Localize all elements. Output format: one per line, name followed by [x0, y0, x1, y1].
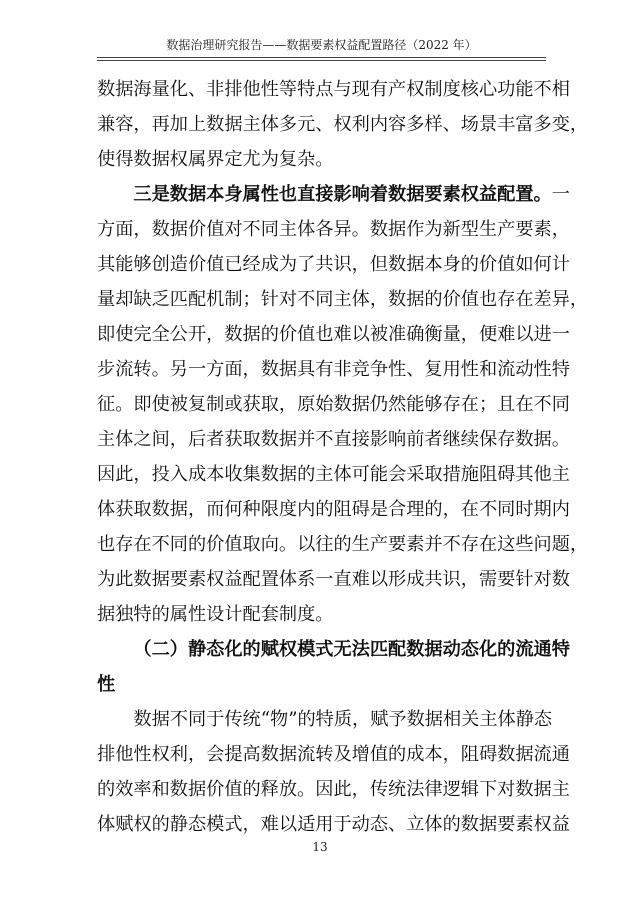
paragraph-line: 其能够创造价值已经成为了共识，但数据本身的价值如何计: [97, 254, 570, 275]
paragraph-line: 步流转。另一方面，数据具有非竞争性、复用性和流动性特: [97, 359, 570, 380]
section-heading-line2: 性: [97, 674, 116, 695]
header-rule-bottom: [97, 60, 546, 61]
paragraph-line: 征。即使被复制或获取，原始数据仍然能够存在；且在不同: [97, 394, 570, 415]
paragraph-line: 数据海量化、非排他性等特点与现有产权制度核心功能不相: [97, 79, 570, 100]
body-text: [97, 72, 589, 842]
paragraph-line: 为此数据要素权益配置体系一直难以形成共识，需要针对数: [97, 569, 570, 590]
paragraph-line: 排他性权利，会提高数据流转及增值的成本，阻碍数据流通: [97, 744, 570, 765]
paragraph-line: 主体之间，后者获取数据并不直接影响前者继续保存数据。: [97, 429, 570, 450]
paragraph-lead-rest: 一: [551, 184, 570, 205]
paragraph-line: 据独特的属性设计配套制度。: [97, 604, 334, 625]
paragraph-line: 体获取数据，而何种限度内的阻碍是合理的，在不同时期内: [97, 499, 570, 520]
paragraph-line: 也存在不同的价值取向。以往的生产要素并不存在这些问题，: [97, 534, 589, 555]
paragraph-line: 即使完全公开，数据的价值也难以被准确衡量，便难以进一: [97, 324, 570, 345]
section-heading-line1: （二）静态化的赋权模式无法匹配数据动态化的流通特: [133, 639, 570, 660]
paragraph-line: 兼容，再加上数据主体多元、权利内容多样、场景丰富多变，: [97, 114, 589, 135]
paragraph-lead-bold: 三是数据本身属性也直接影响着数据要素权益配置。: [133, 184, 552, 205]
paragraph-line: 因此，投入成本收集数据的主体可能会采取措施阻碍其他主: [97, 464, 570, 485]
header-rule-top: [97, 57, 546, 58]
paragraph-line: 的效率和数据价值的释放。因此，传统法律逻辑下对数据主: [97, 779, 570, 800]
page-number: 13: [312, 840, 328, 854]
paragraph-line: 数据不同于传统“物”的特质，赋予数据相关主体静态: [133, 709, 553, 730]
paragraph-line: 方面，数据价值对不同主体各异。数据作为新型生产要素，: [97, 219, 570, 240]
paragraph-line: 量却缺乏匹配机制；针对不同主体，数据的价值也存在差异，: [97, 289, 589, 310]
paragraph-line: 体赋权的静态模式，难以适用于动态、立体的数据要素权益: [97, 814, 570, 835]
paragraph-line: 使得数据权属界定尤为复杂。: [97, 149, 334, 170]
running-header: 数据治理研究报告——数据要素权益配置路径（2022 年）: [166, 38, 477, 52]
paragraph-lead-line: [97, 177, 570, 212]
